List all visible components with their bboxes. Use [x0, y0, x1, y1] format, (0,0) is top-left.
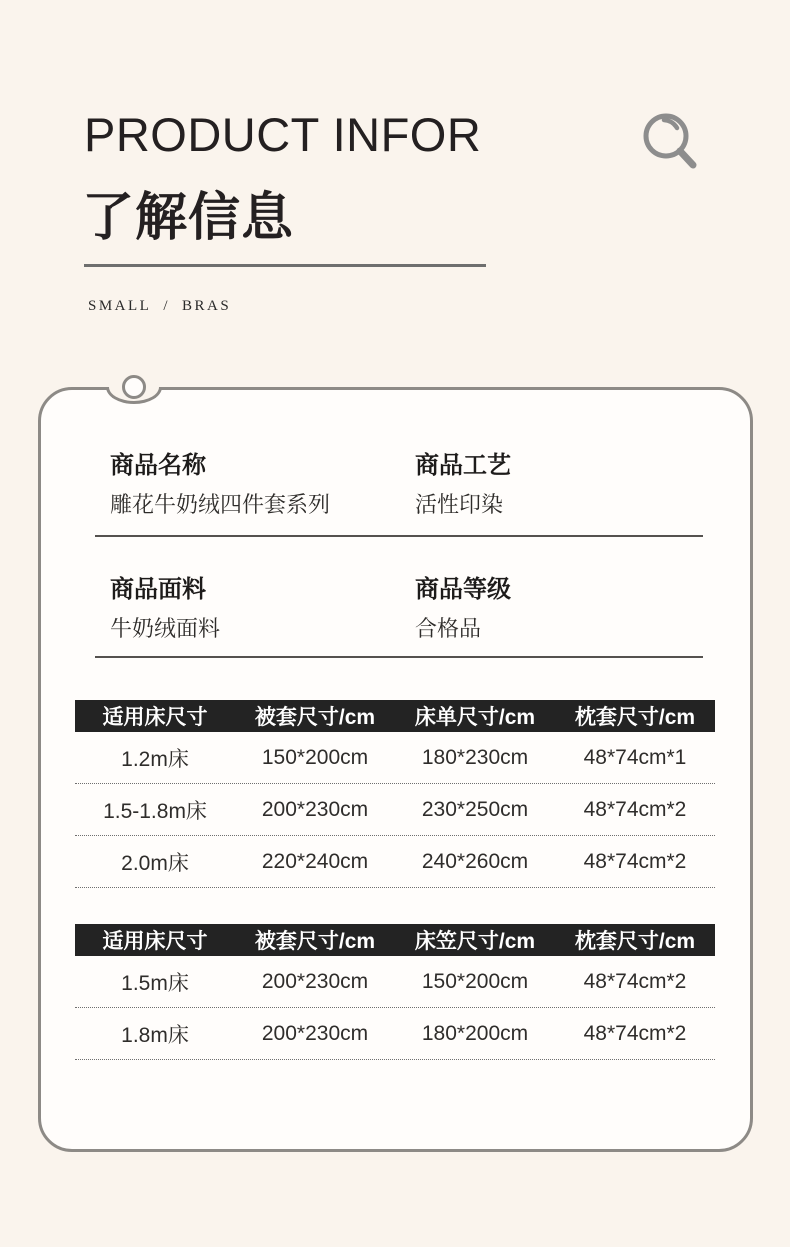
info-card	[38, 387, 753, 1152]
table-row	[75, 956, 715, 1008]
table-cell: 48*74cm*2	[583, 969, 687, 993]
table-row	[75, 1008, 715, 1060]
size-table-sheet	[75, 700, 715, 888]
table-row	[75, 836, 715, 888]
field-label: 商品名称	[110, 452, 206, 479]
table-cell: 180*200cm	[421, 1021, 529, 1045]
size-table-fitted	[75, 924, 715, 1060]
magnifier-icon-svg	[636, 106, 704, 174]
table-cell: 200*230cm	[261, 797, 369, 821]
table-cell: 48*74cm*2	[583, 797, 687, 821]
table-header-row	[75, 924, 715, 956]
page-title-zh: 了解信息	[82, 189, 295, 247]
field-product-name	[110, 452, 415, 518]
subtitle-left: SMALL	[88, 298, 152, 314]
table-cell: 1.2m床	[121, 747, 189, 771]
table-cell: 220*240cm	[261, 849, 369, 873]
table-cell: 1.8m床	[121, 1023, 189, 1047]
table-cell: 1.5-1.8m床	[103, 799, 207, 823]
column-header: 枕套尺寸/cm	[574, 706, 696, 729]
table-cell: 150*200cm	[421, 969, 529, 993]
field-value: 合格品	[415, 616, 482, 641]
table-cell: 48*74cm*2	[583, 1021, 687, 1045]
field-divider	[95, 535, 703, 537]
field-value: 活性印染	[415, 492, 504, 517]
table-cell: 1.5m床	[121, 971, 189, 995]
field-product-fabric	[110, 576, 415, 642]
table-cell: 2.0m床	[121, 851, 189, 875]
column-header: 适用床尺寸	[102, 706, 208, 729]
column-header: 被套尺寸/cm	[254, 930, 376, 953]
subtitle	[88, 298, 231, 315]
table-cell: 230*250cm	[421, 797, 529, 821]
field-row-1	[110, 452, 720, 518]
table-cell: 150*200cm	[261, 745, 369, 769]
field-divider	[95, 656, 703, 658]
column-header: 被套尺寸/cm	[254, 706, 376, 729]
field-label: 商品工艺	[415, 452, 511, 479]
table-cell: 200*230cm	[261, 1021, 369, 1045]
field-product-craft	[415, 452, 720, 518]
table-cell: 48*74cm*1	[583, 745, 687, 769]
table-row	[75, 732, 715, 784]
ring-icon	[122, 375, 146, 399]
field-product-grade	[415, 576, 720, 642]
subtitle-separator: /	[163, 298, 171, 314]
table-cell: 240*260cm	[421, 849, 529, 873]
field-label: 商品等级	[415, 576, 511, 603]
subtitle-right: BRAS	[182, 298, 232, 314]
magnifier-icon	[636, 106, 704, 174]
table-cell: 180*230cm	[421, 745, 529, 769]
table-row	[75, 784, 715, 836]
column-header: 床单尺寸/cm	[414, 706, 536, 729]
column-header: 床笠尺寸/cm	[414, 930, 536, 953]
field-row-2	[110, 576, 720, 642]
field-value: 牛奶绒面料	[110, 616, 221, 641]
field-value: 雕花牛奶绒四件套系列	[110, 492, 331, 517]
column-header: 适用床尺寸	[102, 930, 208, 953]
table-header-row	[75, 700, 715, 732]
table-cell: 48*74cm*2	[583, 849, 687, 873]
column-header: 枕套尺寸/cm	[574, 930, 696, 953]
field-label: 商品面料	[110, 576, 206, 603]
page-title-en: PRODUCT INFOR	[84, 108, 482, 161]
title-underline	[84, 264, 486, 267]
table-cell: 200*230cm	[261, 969, 369, 993]
